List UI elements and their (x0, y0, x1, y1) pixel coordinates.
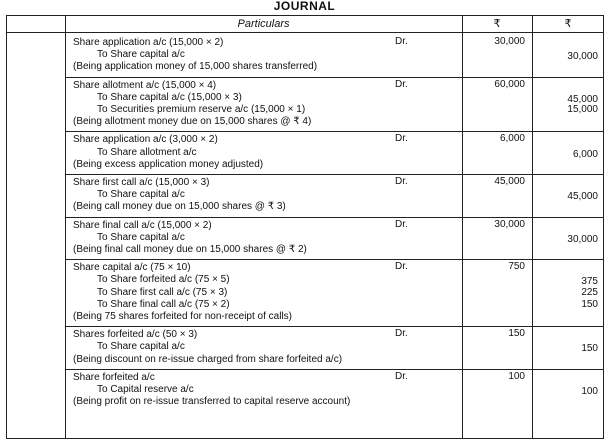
journal-entry (7, 369, 603, 412)
dr-marker: Dr. (395, 328, 408, 340)
credit-amount: 6,000 (572, 148, 598, 160)
journal-entry (7, 326, 603, 369)
debit-account-line: Share allotment a/c (15,000 × 4) (73, 79, 217, 91)
narration-line: (Being discount on re-issue charged from share forfeited a/c) (73, 353, 343, 365)
narration-line: (Being allotment money due on 15,000 shares @ ₹ 4) (73, 116, 312, 128)
narration-line: (Being application money of 15,000 shares transferred) (73, 61, 318, 73)
credit-account-line: To Share capital a/c (97, 341, 185, 353)
debit-amount: 150 (508, 328, 525, 340)
credit-amount: 225 (581, 286, 598, 298)
debit-account-line: Share application a/c (15,000 × 2) (73, 37, 224, 48)
narration-line: (Being final call money due on 15,000 shares @ ₹ 2) (73, 243, 307, 255)
credit-amount: 45,000 (567, 93, 598, 105)
journal-entry (7, 131, 603, 174)
debit-account-line: Share application a/c (3,000 × 2) (73, 134, 218, 146)
debit-amount: 6,000 (499, 133, 525, 145)
header-debit-currency: ₹ (493, 18, 501, 30)
narration-line: (Being call money due on 15,000 shares @ ₹ 3) (73, 201, 286, 213)
debit-amount: 30,000 (494, 36, 525, 47)
credit-amount: 375 (581, 276, 598, 288)
narration-line: (Being excess application money adjusted) (73, 158, 264, 170)
credit-account-line: To Securities premium reserve a/c (15,000 × 1) (97, 103, 306, 115)
dr-marker: Dr. (395, 176, 408, 187)
credit-account-line: To Share first call a/c (75 × 3) (97, 286, 228, 298)
journal-entry (7, 77, 603, 132)
journal-table (6, 15, 604, 439)
debit-amount: 30,000 (494, 218, 525, 230)
narration-line: (Being 75 shares forfeited for non-receipt of calls) (73, 310, 292, 322)
debit-amount: 100 (508, 370, 525, 382)
debit-account-line: Share final call a/c (15,000 × 2) (73, 219, 212, 231)
credit-amount: 30,000 (567, 233, 598, 245)
journal-entry (7, 34, 603, 77)
dr-marker: Dr. (395, 218, 408, 230)
credit-amount: 45,000 (567, 191, 598, 203)
header-divider (7, 32, 603, 33)
header-particulars: Particulars (237, 18, 290, 30)
credit-account-line: To Share capital a/c (97, 231, 185, 243)
credit-account-line: To Share capital a/c (15,000 × 3) (97, 91, 242, 103)
credit-amount: 150 (581, 343, 598, 355)
dr-marker: Dr. (395, 36, 408, 47)
debit-account-line: Share capital a/c (75 × 10) (73, 262, 191, 274)
header-credit-currency: ₹ (564, 18, 572, 30)
debit-amount: 45,000 (494, 176, 525, 187)
dr-marker: Dr. (395, 78, 408, 90)
credit-amount: 15,000 (567, 103, 598, 115)
credit-account-line: To Share forfeited a/c (75 × 5) (97, 274, 230, 286)
journal-entry (7, 217, 603, 260)
credit-account-line: To Share capital a/c (97, 189, 185, 201)
credit-amount: 150 (581, 298, 598, 310)
debit-amount: 750 (508, 261, 525, 273)
journal-entry (7, 174, 603, 217)
debit-account-line: Share first call a/c (15,000 × 3) (73, 177, 210, 188)
journal-entry (7, 259, 603, 326)
debit-amount: 60,000 (494, 78, 525, 90)
journal-title: JOURNAL (273, 0, 336, 13)
debit-account-line: Share forfeited a/c (73, 371, 155, 383)
debit-account-line: Shares forfeited a/c (50 × 3) (73, 329, 198, 341)
credit-account-line: To Share capital a/c (97, 49, 185, 61)
dr-marker: Dr. (395, 370, 408, 382)
dr-marker: Dr. (395, 133, 408, 145)
credit-account-line: To Capital reserve a/c (97, 383, 194, 395)
credit-amount: 30,000 (567, 51, 598, 63)
credit-account-line: To Share allotment a/c (97, 146, 197, 158)
credit-amount: 100 (581, 385, 598, 397)
narration-line: (Being profit on re-issue transferred to capital reserve account) (73, 396, 351, 408)
dr-marker: Dr. (395, 261, 408, 273)
credit-account-line: To Share final call a/c (75 × 2) (97, 298, 230, 310)
